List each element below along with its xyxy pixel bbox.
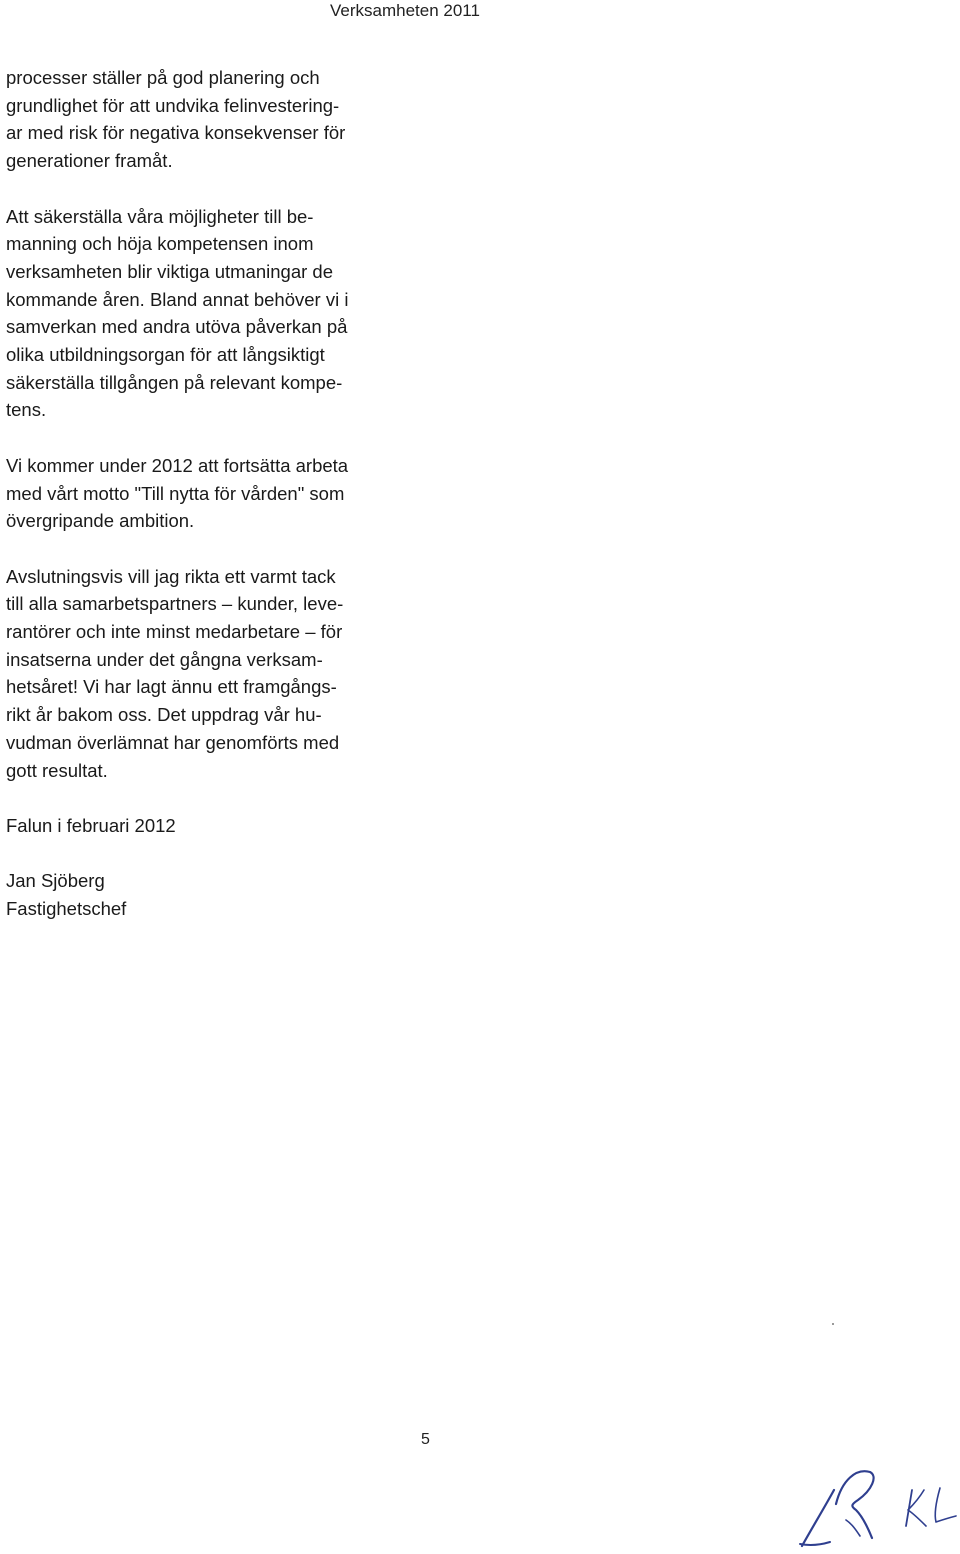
text-line: med vårt motto "Till nytta för vården" som [6,482,345,504]
paragraph [6,452,426,535]
initials-drawing [790,1460,960,1549]
text-line: vudman överlämnat har genomförts med [6,731,340,753]
signatory-title: Fastighetschef [6,898,127,920]
text-line: ar med risk för negativa konsekvenser för [6,122,346,144]
text-line: till alla samarbetspartners – kunder, leve- [6,593,344,615]
text-line: olika utbildningsorgan för att långsiktigt [6,344,325,366]
text-line: manning och höja kompetensen inom [6,233,314,255]
scan-speck [832,1323,834,1325]
text-line: säkerställa tillgången på relevant kompe- [6,371,343,393]
page-number [421,1430,430,1450]
place-date-line: Falun i februari 2012 [6,814,176,836]
body-text [6,64,426,923]
text-line: gott resultat. [6,759,108,781]
text-line: hetsåret! Vi har lagt ännu ett framgångs- [6,676,337,698]
paragraph [6,64,426,175]
text-line: rikt år bakom oss. Det uppdrag vår hu- [6,704,322,726]
signatory-name: Jan Sjöberg [6,870,105,892]
text-line: grundlighet för att undvika felinvestering- [6,94,340,116]
running-header-title: Verksamheten 2011 [330,1,480,20]
text-line: processer ställer på god planering och [6,67,320,88]
signature-block [6,867,426,922]
handwritten-initials-signature-icon [790,1460,960,1549]
text-line: samverkan med andra utöva påverkan på [6,316,348,338]
paragraph [6,563,426,785]
text-line: Avslutningsvis vill jag rikta ett varmt tack [6,565,336,587]
text-line: generationer framåt. [6,150,173,172]
text-line: kommande åren. Bland annat behöver vi i [6,288,349,310]
paragraph [6,203,426,425]
place-and-date [6,812,426,840]
page-number-value: 5 [421,1431,430,1448]
text-line: övergripande ambition. [6,510,195,532]
text-line: insatserna under det gångna verksam- [6,648,323,670]
text-line: rantörer och inte minst medarbetare – för [6,621,343,643]
text-line: tens. [6,399,47,421]
text-line: Vi kommer under 2012 att fortsätta arbeta [6,454,349,476]
text-line: Att säkerställa våra möjligheter till be- [6,205,314,227]
text-line: verksamheten blir viktiga utmaningar de [6,260,333,282]
running-header [330,0,480,22]
